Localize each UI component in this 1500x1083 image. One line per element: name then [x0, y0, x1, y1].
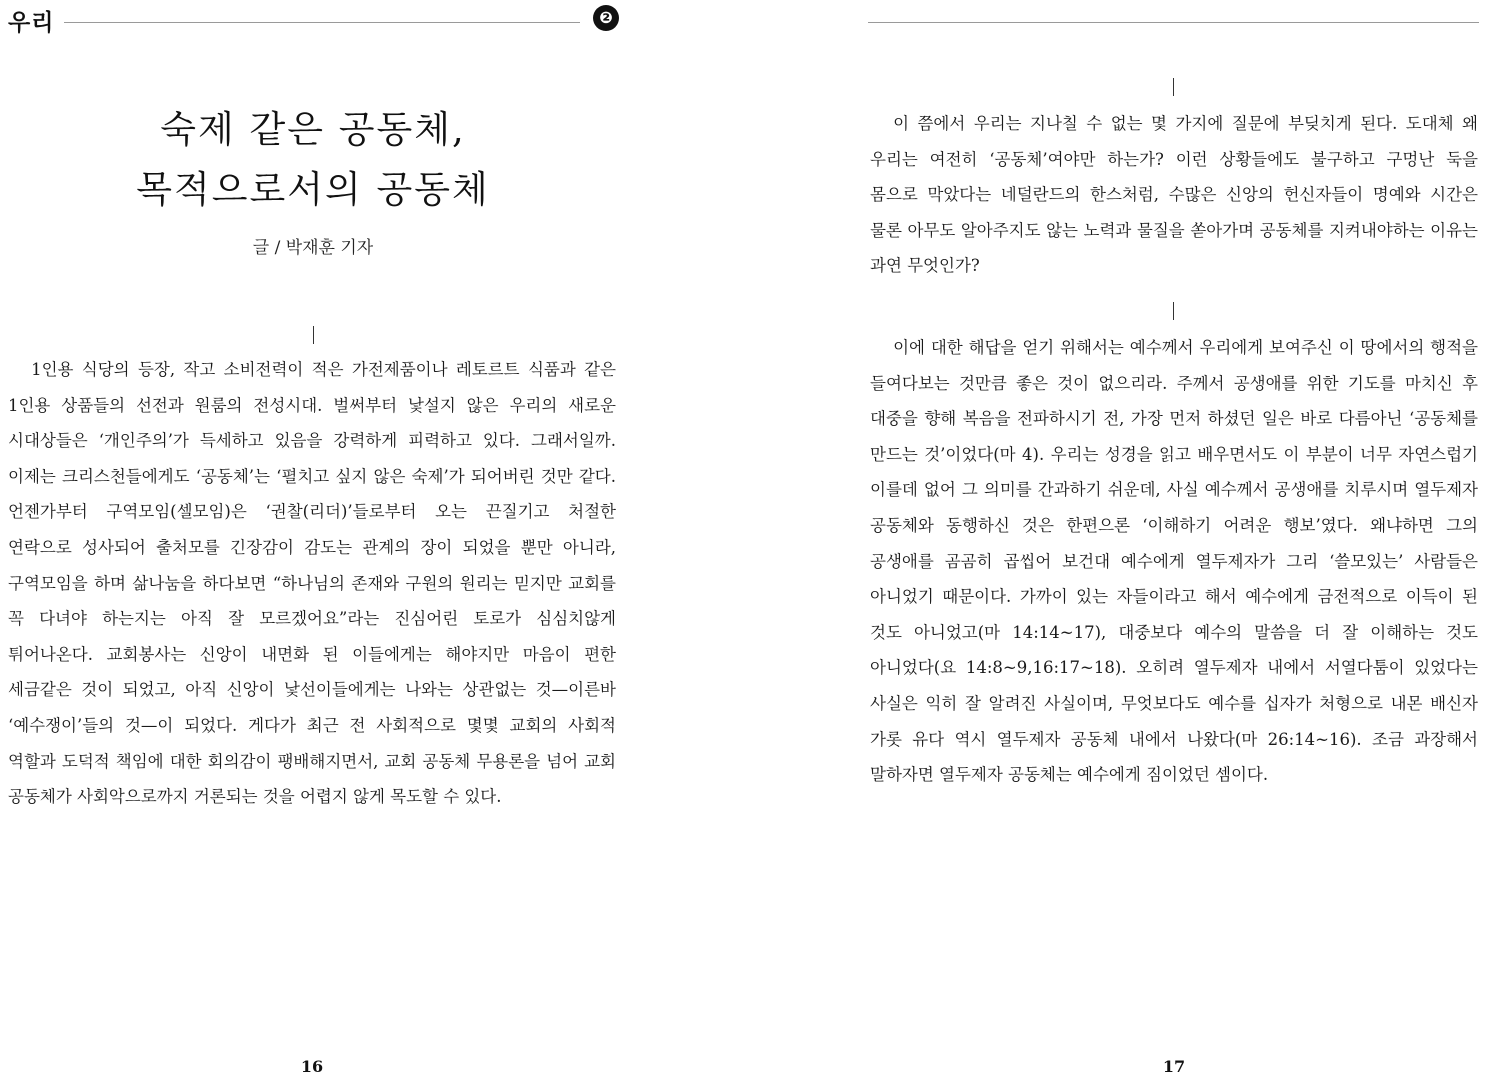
body-paragraph: 1인용 식당의 등장, 작고 소비전력이 적은 가전제품이나 레토르트 식품과 같은 1인용 상품들의 선전과 원룸의 전성시대. 벌써부터 낯설지 않은 우리의 새로운 시대상들은 ‘개인주의’가 득세하고 있음을 강력하게 피력하고 있다. 그래서일까. 이제는 크리스천들에게도 ‘공동체’는 ‘펼치고 싶지 않은 숙제’가 되어버린 것만 같다. 언젠가부터 구역모임(셀모임)은 ‘권찰(리더)’들로부터 오는 끈질기고 처절한 연락으로 성사되어 출처모를 긴장감이 감도는 관계의 장이 되었을 뿐만 아니라, 구역모임을 하며 삶나눔을 하다보면 “하나님의 존재와 구원의 원리는 믿지만 교회를 꼭 다녀야 하는지는 아직 잘 모르겠어요”라는 진심어린 토로가 심심치않게 튀어나온다. 교회봉사는 신앙이 내면화 된 이들에게는 해야지만 마음이 편한 세금같은 것이 되었고, 아직 신앙이 낯선이들에게는 나와는 상관없는 것—이른바 ‘예수쟁이’들의 것—이 되었다. 게다가 최근 전 사회적으로 몇몇 교회의 사회적 역할과 도덕적 책임에 대한 회의감이 팽배해지면서, 교회 공동체 무용론을 넘어 교회 공동체가 사회악으로까지 거론되는 것을 어렵지 않게 목도할 수 있다. [8, 360, 616, 807]
header-rule [64, 22, 580, 23]
right-page [750, 0, 1500, 1083]
page-number: 17 [1162, 1057, 1186, 1076]
byline: 글 / 박재훈 기자 [252, 238, 374, 258]
title-line-1: 숙제 같은 공동체, [160, 108, 466, 151]
body-paragraph: 이 쯤에서 우리는 지나칠 수 없는 몇 가지에 질문에 부딪치게 된다. 도대체 왜 우리는 여전히 ‘공동체’여야만 하는가? 이런 상황들에도 불구하고 구멍난 둑을 몸으로 막았다는 네덜란드의 한스처럼, 수많은 신앙의 헌신자들이 명예와 시간은 물론 아무도 알아주지도 않는 노력과 물질을 쏟아가며 공동체를 지켜내야하는 이유는 과연 무엇인가? [870, 114, 1478, 276]
section-label: 우리 [8, 10, 55, 36]
title-line-2: 목적으로서의 공동체 [136, 168, 490, 211]
article-title [0, 100, 626, 220]
page-number: 16 [300, 1057, 324, 1076]
body-paragraph: 이에 대한 해답을 얻기 위해서는 예수께서 우리에게 보여주신 이 땅에서의 행적을 들여다보는 것만큼 좋은 것이 없으리라. 주께서 공생애를 위한 기도를 마치신 후 대중을 향해 복음을 전파하시기 전, 가장 먼저 하셨던 일은 바로 다름아닌 ‘공동체를 만드는 것’이었다(마 4). 우리는 성경을 읽고 배우면서도 이 부분이 너무 자연스럽기 이를데 없어 그 의미를 간과하기 쉬운데, 사실 예수께서 공생애를 치루시며 열두제자 공동체와 동행하신 것은 한편으론 ‘이해하기 어려운 행보’였다. 왜냐하면 그의 공생애를 곰곰히 곱씹어 보건대 예수에게 열두제자가 그리 ‘쓸모있는’ 사람들은 아니었기 때문이다. 가까이 있는 자들이라고 해서 예수에게 금전적으로 이득이 된 것도 아니었고(마 14:14~17), 대중보다 예수의 말씀을 더 잘 이해하는 것도 아니었다(요 14:8~9,16:17~18). 오히려 열두제자 내에서 서열다툼이 있었다는 사실은 익히 잘 알려진 사실이며, 무엇보다도 예수를 십자가 처형으로 내몬 배신자 가롯 유다 역시 열두제자 공동체 내에서 나왔다(마 26:14~16). 조금 과장해서 말하자면 열두제자 공동체는 예수에게 짐이었던 셈이다. [870, 338, 1478, 785]
header-rule [868, 22, 1479, 23]
paragraph-divider [1173, 78, 1174, 96]
paragraph-divider [1173, 302, 1174, 320]
issue-number-badge: ❷ [593, 5, 619, 31]
paragraph-divider [313, 326, 314, 344]
